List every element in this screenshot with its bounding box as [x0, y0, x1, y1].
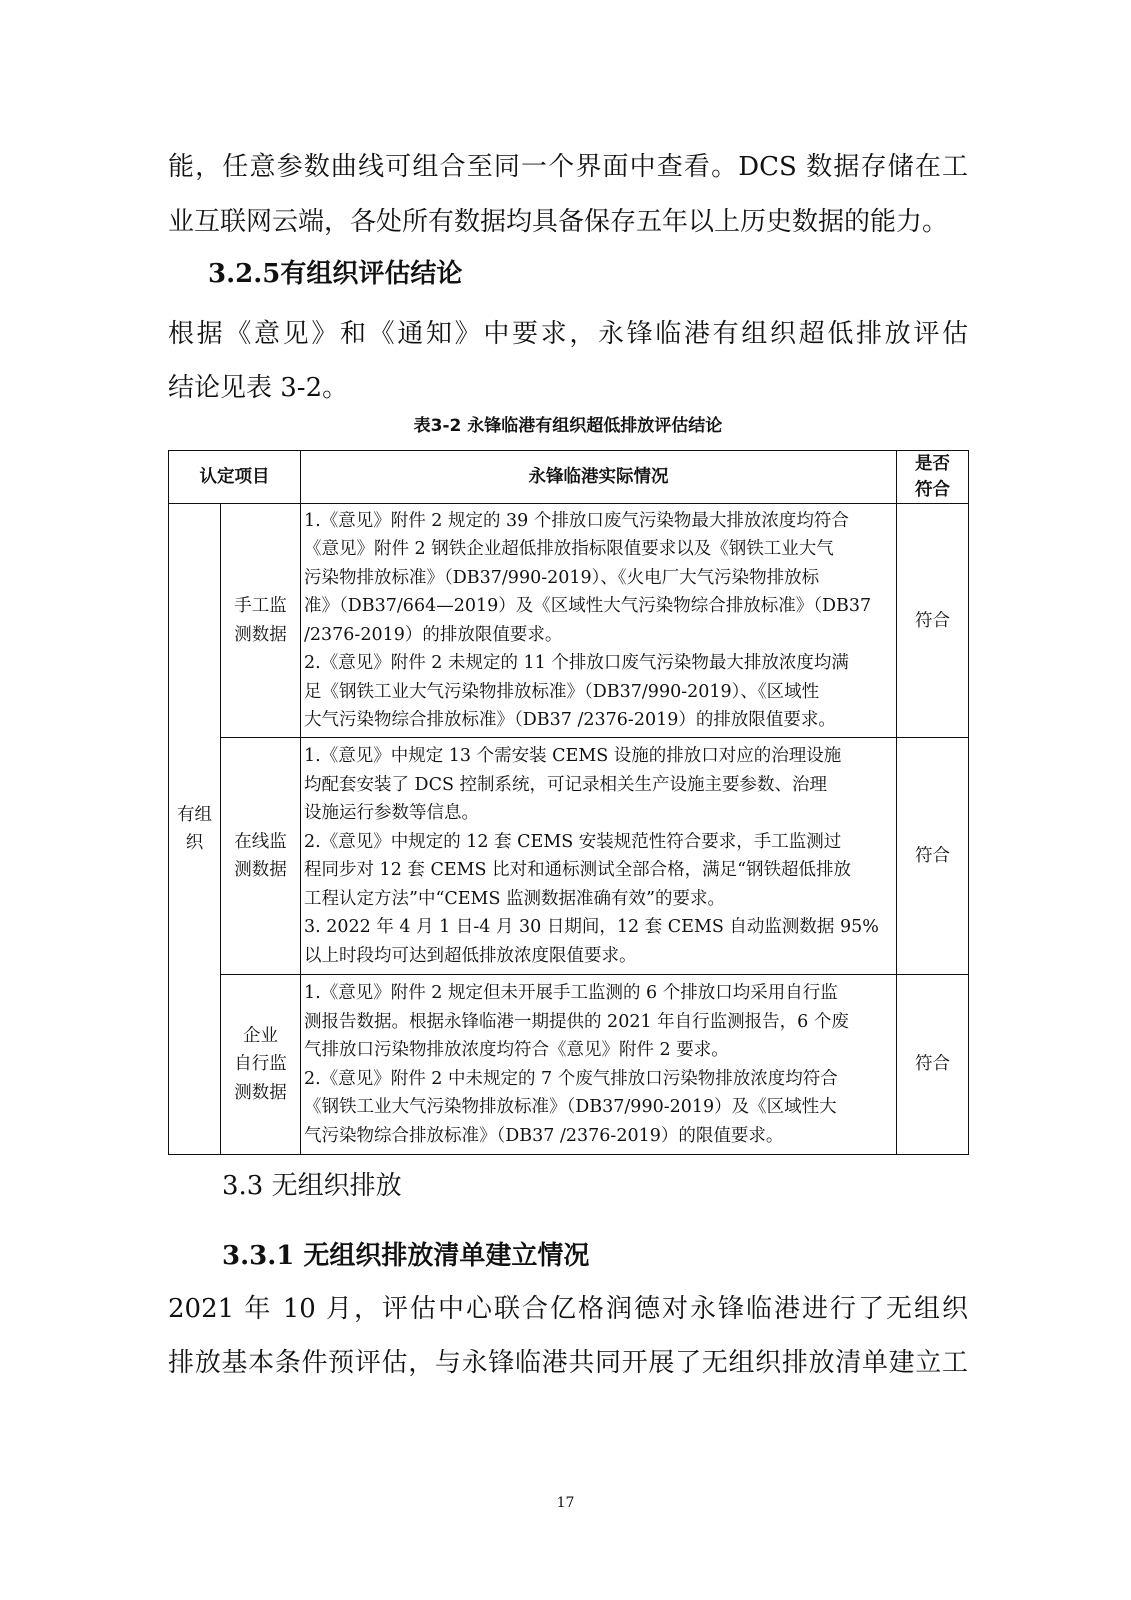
- detail-line: 准》（DB37/664—2019）及《区域性大气污染物综合排放标准》（DB37: [304, 596, 872, 617]
- group-label-line-2: 织: [185, 833, 204, 854]
- intro-line-1: 能，任意参数曲线可组合至同一个界面中查看。DCS 数据存储在工: [168, 152, 968, 182]
- detail-line: 《意见》附件 2 钢铁企业超低排放指标限值要求以及《钢铁工业大气: [304, 539, 834, 560]
- row-result-self: 符合: [897, 975, 969, 1155]
- section-3-3-heading: 3.3 无组织排放: [222, 1171, 402, 1201]
- row-label-line: 测数据: [234, 860, 287, 881]
- detail-line: 大气污染物综合排放标准》（DB37 /2376-2019）的排放限值要求。: [304, 710, 836, 731]
- row-label-line: 自行监: [234, 1054, 287, 1075]
- intro-line-2: 业互联网云端，各处所有数据均具备保存五年以上历史数据的能力。: [168, 207, 949, 237]
- detail-line: 设施运行参数等信息。: [304, 803, 479, 824]
- detail-line: 足《钢铁工业大气污染物排放标准》（DB37/990-2019）、《区域性: [304, 681, 820, 702]
- detail-line: 《钢铁工业大气污染物排放标准》（DB37/990-2019）及《区域性大: [304, 1097, 837, 1118]
- header-conform: [897, 451, 969, 504]
- detail-line: /2376-2019）的排放限值要求。: [304, 624, 563, 645]
- row-label-online: [221, 738, 301, 975]
- row-detail-manual: [301, 504, 897, 738]
- group-label-line-1: 有组: [177, 804, 212, 825]
- row-label-self: [221, 975, 301, 1155]
- detail-line: 测报告数据。根据永锋临港一期提供的 2021 年自行监测报告，6 个废: [304, 1011, 849, 1032]
- row-label-line: 企业: [243, 1025, 278, 1046]
- detail-line: 均配套安装了 DCS 控制系统，可记录相关生产设施主要参数、治理: [304, 774, 828, 795]
- section-3-2-5-line-1: 根据《意见》和《通知》中要求，永锋临港有组织超低排放评估: [168, 319, 968, 349]
- row-detail-online: [301, 738, 897, 975]
- table-row: [169, 738, 969, 975]
- page-number: 17: [556, 1495, 575, 1511]
- header-conform-line-1: 是否: [915, 454, 950, 475]
- section-3-3-1-line-2: 排放基本条件预评估，与永锋临港共同开展了无组织排放清单建立工: [168, 1348, 968, 1378]
- row-result-online: 符合: [897, 738, 969, 975]
- section-3-3-1-heading: 3.3.1 无组织排放清单建立情况: [222, 1241, 590, 1271]
- section-3-2-5-line-2: 结论见表 3-2。: [168, 373, 349, 403]
- section-3-3-1-line-1: 2021 年 10 月，评估中心联合亿格润德对永锋临港进行了无组织: [168, 1294, 968, 1324]
- group-cell-organized: [169, 504, 221, 1155]
- row-label-manual: [221, 504, 301, 738]
- table-header-row: [169, 451, 969, 504]
- table-caption: 表3-2 永锋临港有组织超低排放评估结论: [413, 416, 723, 436]
- detail-line: 1.《意见》中规定 13 个需安装 CEMS 设施的排放口对应的治理设施: [304, 746, 842, 767]
- detail-line: 3. 2022 年 4 月 1 日-4 月 30 日期间，12 套 CEMS 自动监测数据 95%: [304, 917, 879, 938]
- evaluation-table: [168, 450, 969, 1155]
- header-situation: 永锋临港实际情况: [301, 451, 897, 504]
- detail-line: 2.《意见》附件 2 中未规定的 7 个废气排放口污染物排放浓度均符合: [304, 1068, 838, 1089]
- row-detail-self: [301, 975, 897, 1155]
- detail-line: 1.《意见》附件 2 规定但未开展手工监测的 6 个排放口均采用自行监: [304, 983, 838, 1004]
- header-conform-line-2: 符合: [915, 480, 950, 501]
- header-item: 认定项目: [169, 451, 301, 504]
- table-row: [169, 504, 969, 738]
- detail-line: 程同步对 12 套 CEMS 比对和通标测试全部合格，满足“钢铁超低排放: [304, 860, 852, 881]
- detail-line: 工程认定方法”中“CEMS 监测数据准确有效”的要求。: [304, 888, 725, 909]
- detail-line: 气排放口污染物排放浓度均符合《意见》附件 2 要求。: [304, 1040, 729, 1061]
- row-label-line: 手工监: [234, 596, 287, 617]
- detail-line: 以上时段均可达到超低排放浓度限值要求。: [304, 945, 637, 966]
- detail-line: 2.《意见》中规定的 12 套 CEMS 安装规范性符合要求，手工监测过: [304, 831, 842, 852]
- detail-line: 污染物排放标准》（DB37/990-2019）、《火电厂大气污染物排放标: [304, 567, 820, 588]
- section-3-2-5-heading: 3.2.5有组织评估结论: [208, 259, 463, 289]
- row-label-line: 在线监: [234, 831, 287, 852]
- row-result-manual: 符合: [897, 504, 969, 738]
- table-row: [169, 975, 969, 1155]
- detail-line: 2.《意见》附件 2 未规定的 11 个排放口废气污染物最大排放浓度均满: [304, 653, 849, 674]
- row-label-line: 测数据: [234, 1082, 287, 1103]
- detail-line: 气污染物综合排放标准》（DB37 /2376-2019）的限值要求。: [304, 1125, 784, 1146]
- detail-line: 1.《意见》附件 2 规定的 39 个排放口废气污染物最大排放浓度均符合: [304, 510, 849, 531]
- row-label-line: 测数据: [234, 624, 287, 645]
